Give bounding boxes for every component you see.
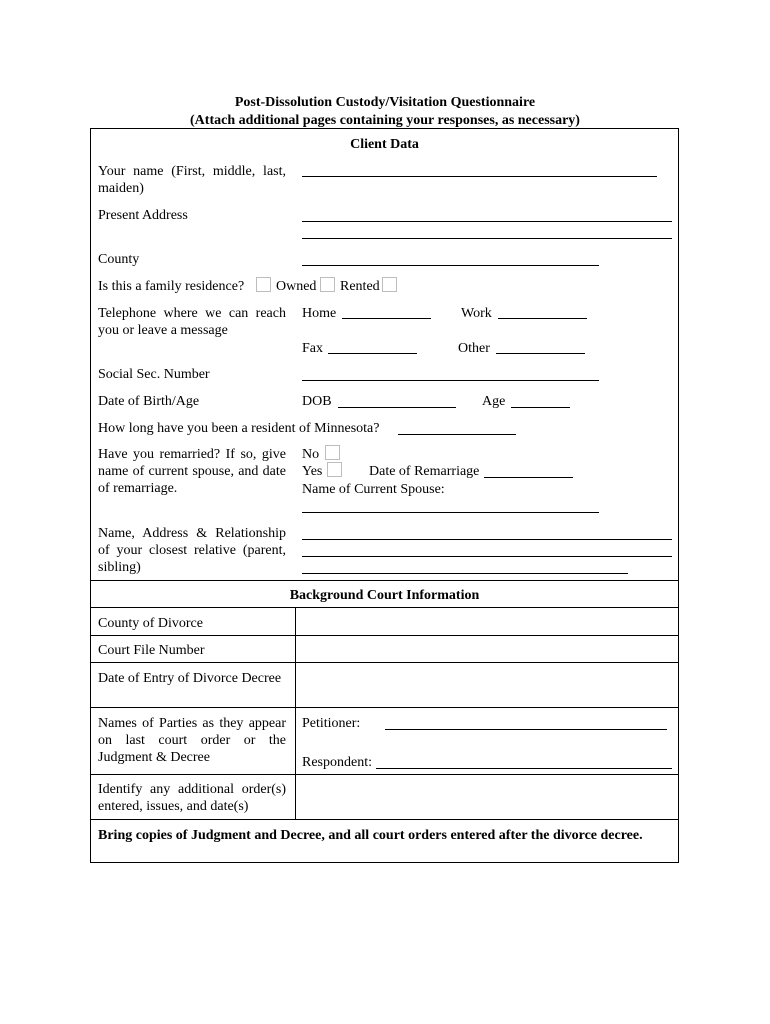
current-spouse-label: Name of Current Spouse:	[302, 482, 445, 497]
court-info-heading: Background Court Information	[289, 588, 480, 603]
row-divider	[91, 635, 678, 636]
address-field-line-1[interactable]	[302, 221, 672, 222]
rented-label: Rented	[340, 279, 380, 294]
home-phone-field[interactable]	[342, 318, 431, 319]
owned-label: Owned	[276, 279, 317, 294]
file-number-label: Court File Number	[98, 643, 205, 658]
document-title: Post-Dissolution Custody/Visitation Questionnaire	[234, 95, 536, 110]
name-label: Your name (First, middle, last, maiden)	[98, 164, 286, 196]
no-label: No	[302, 447, 320, 462]
residency-label: How long have you been a resident of Minnesota?	[98, 421, 380, 436]
county-field[interactable]	[302, 265, 599, 266]
other-label: Other	[458, 341, 490, 356]
work-label: Work	[461, 306, 492, 321]
yes-label: Yes	[302, 464, 323, 479]
rented-checkbox[interactable]	[382, 277, 397, 292]
entry-date-label: Date of Entry of Divorce Decree	[98, 671, 282, 686]
row-divider	[91, 819, 678, 820]
fax-field[interactable]	[328, 353, 417, 354]
respondent-field[interactable]	[376, 768, 672, 769]
section-divider	[91, 580, 678, 581]
current-spouse-field[interactable]	[302, 512, 599, 513]
remarried-label: Have you remarried? If so, give name of current spouse, and date of remarriage.	[98, 447, 286, 496]
dob-field[interactable]	[338, 407, 456, 408]
dob-age-label: Date of Birth/Age	[98, 394, 200, 409]
yes-checkbox[interactable]	[327, 462, 342, 477]
petitioner-field[interactable]	[385, 729, 667, 730]
ssn-label: Social Sec. Number	[98, 367, 210, 382]
name-field[interactable]	[302, 176, 657, 177]
date-remarriage-label: Date of Remarriage	[369, 464, 480, 479]
row-divider	[91, 662, 678, 663]
relative-label: Name, Address & Relationship of your closest relative (parent, sibling)	[98, 526, 286, 575]
family-residence-label: Is this a family residence?	[98, 279, 245, 294]
respondent-label: Respondent:	[302, 755, 372, 770]
date-remarriage-field[interactable]	[484, 477, 573, 478]
relative-field-line-1[interactable]	[302, 539, 672, 540]
client-data-heading: Client Data	[350, 137, 419, 152]
county-label: County	[98, 252, 140, 267]
dob-label: DOB	[302, 394, 332, 409]
relative-field-line-3[interactable]	[302, 573, 628, 574]
parties-label: Names of Parties as they appear on last court order or the Judgment & Decree	[98, 716, 286, 765]
petitioner-label: Petitioner:	[302, 716, 361, 731]
work-phone-field[interactable]	[498, 318, 587, 319]
owned-checkbox[interactable]	[320, 277, 335, 292]
additional-orders-label: Identify any additional order(s) entered, issues, and date(s)	[98, 782, 286, 814]
footer-note: Bring copies of Judgment and Decree, and all court orders entered after the divorce decree.	[98, 828, 643, 843]
residency-field[interactable]	[398, 434, 516, 435]
age-label: Age	[482, 394, 506, 409]
table-column-divider	[295, 607, 296, 819]
family-residence-checkbox[interactable]	[256, 277, 271, 292]
address-label: Present Address	[98, 208, 188, 223]
county-divorce-label: County of Divorce	[98, 616, 203, 631]
home-label: Home	[302, 306, 337, 321]
other-phone-field[interactable]	[496, 353, 585, 354]
ssn-field[interactable]	[302, 380, 599, 381]
document-subtitle: (Attach additional pages containing your responses, as necessary)	[190, 113, 580, 128]
fax-label: Fax	[302, 341, 323, 356]
telephone-label: Telephone where we can reach you or leave a message	[98, 306, 286, 338]
no-checkbox[interactable]	[325, 445, 340, 460]
row-divider	[91, 607, 678, 608]
address-field-line-2[interactable]	[302, 238, 672, 239]
relative-field-line-2[interactable]	[302, 556, 672, 557]
questionnaire-form	[90, 128, 679, 863]
age-field[interactable]	[511, 407, 570, 408]
row-divider	[91, 707, 678, 708]
row-divider	[91, 774, 678, 775]
